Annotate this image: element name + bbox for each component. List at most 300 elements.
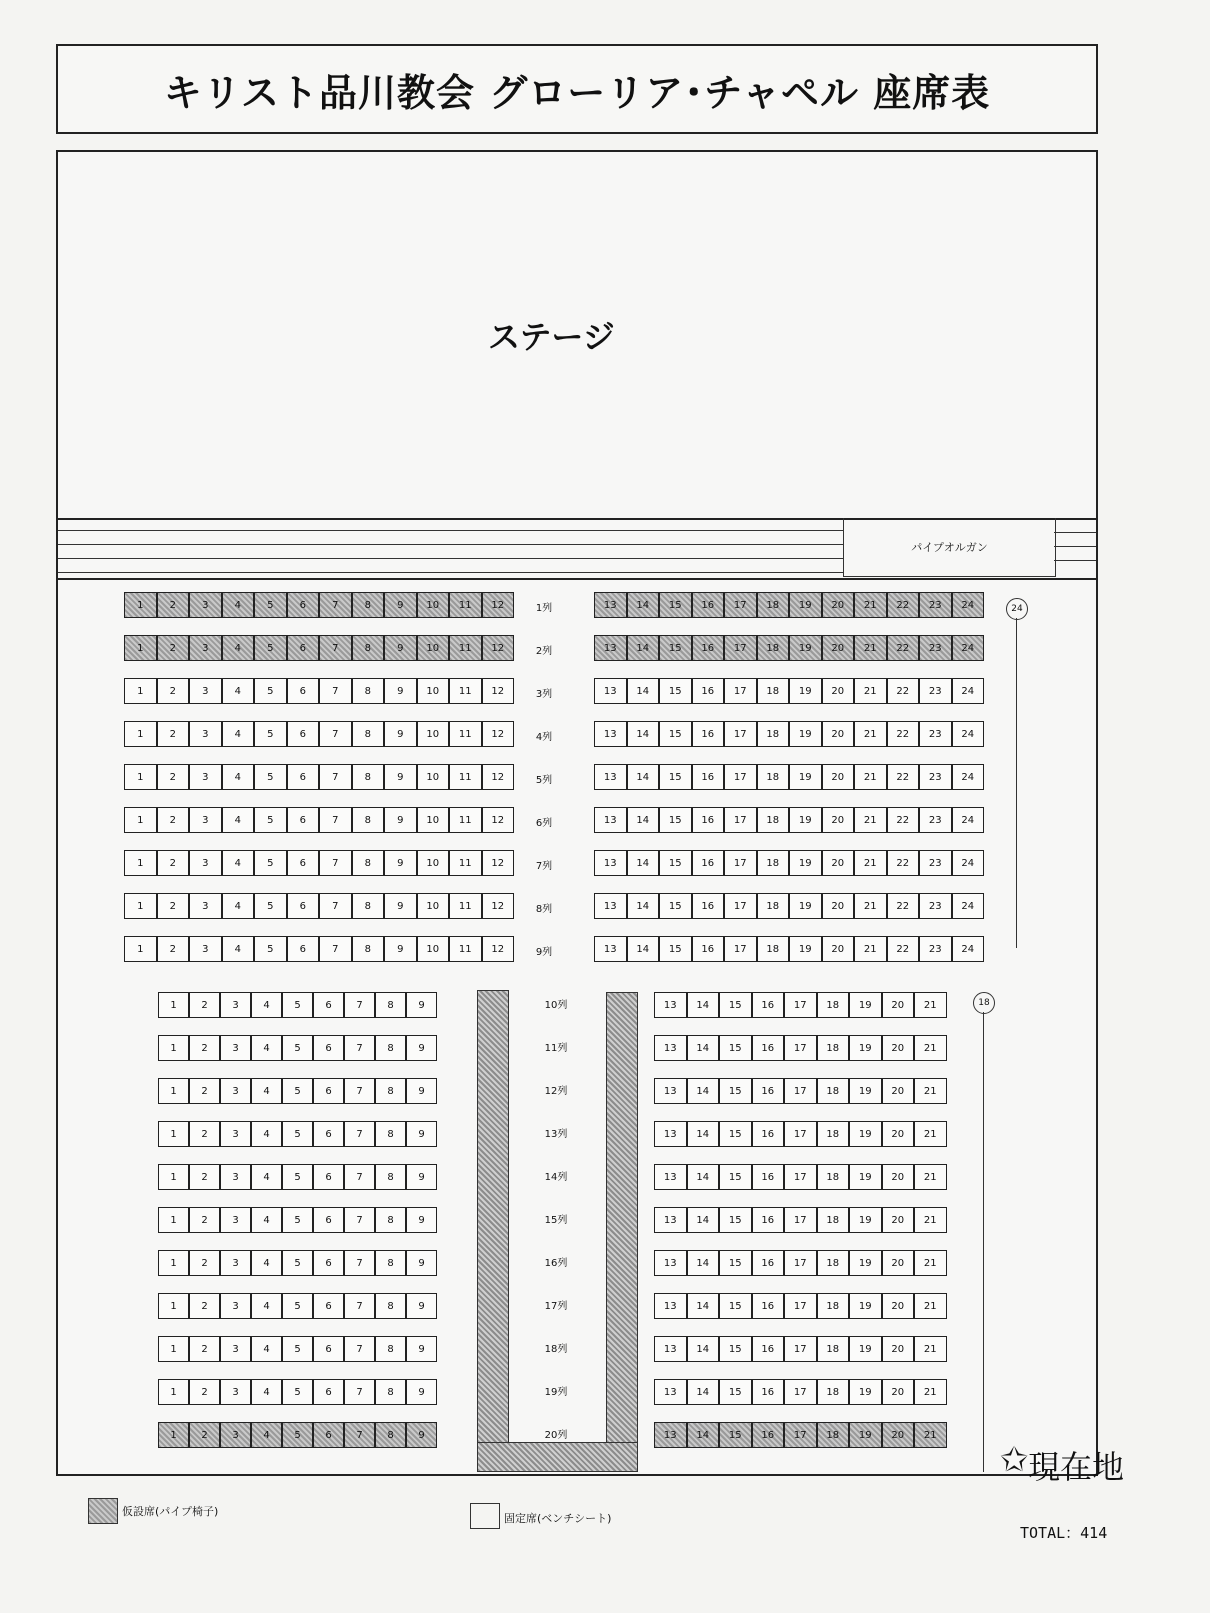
seat: 13: [654, 1336, 687, 1362]
seat: 6: [313, 1336, 344, 1362]
seat: 17: [784, 1379, 817, 1405]
seat: 7: [319, 764, 352, 790]
seat: 7: [344, 1035, 375, 1061]
seat: 17: [784, 1078, 817, 1104]
seat: 10: [417, 893, 450, 919]
seat: 1: [124, 850, 157, 876]
seat: 14: [687, 1164, 720, 1190]
seat: 15: [719, 1379, 752, 1405]
seat: 19: [789, 850, 822, 876]
seat: 3: [220, 1078, 251, 1104]
seat: 24: [952, 678, 985, 704]
seat: 2: [189, 1164, 220, 1190]
seat: 10: [417, 764, 450, 790]
seat: 13: [654, 1164, 687, 1190]
seat: 13: [594, 678, 627, 704]
seat: 19: [849, 1422, 882, 1448]
seat: 10: [417, 850, 450, 876]
seat: 18: [817, 1250, 850, 1276]
seat: 4: [222, 764, 255, 790]
seat: 20: [882, 1336, 915, 1362]
seat: 21: [854, 635, 887, 661]
seat: 12: [482, 893, 515, 919]
seat: 4: [222, 807, 255, 833]
seat: 3: [189, 936, 222, 962]
seat: 21: [914, 1121, 947, 1147]
seat: 12: [482, 850, 515, 876]
seat: 24: [952, 936, 985, 962]
seat: 13: [594, 936, 627, 962]
seat: 15: [719, 992, 752, 1018]
seat: 9: [406, 1336, 437, 1362]
seat: 8: [375, 1250, 406, 1276]
seat: 11: [449, 592, 482, 618]
seat: 21: [914, 1164, 947, 1190]
seat: 15: [659, 635, 692, 661]
seat: 6: [313, 1379, 344, 1405]
seat: 5: [254, 635, 287, 661]
seat: 20: [882, 992, 915, 1018]
seat: 17: [784, 1250, 817, 1276]
seat: 16: [752, 1078, 785, 1104]
seat: 14: [627, 764, 660, 790]
seat: 2: [157, 807, 190, 833]
seat: 22: [887, 764, 920, 790]
seat: 23: [919, 764, 952, 790]
seat: 4: [251, 1422, 282, 1448]
seat: 19: [849, 1035, 882, 1061]
seat: 23: [919, 850, 952, 876]
seat: 2: [189, 1121, 220, 1147]
seating-hall: [56, 150, 1098, 1476]
seat: 14: [687, 1250, 720, 1276]
seat: 3: [220, 1164, 251, 1190]
seat: 5: [282, 1293, 313, 1319]
seat: 8: [375, 1336, 406, 1362]
seat: 6: [313, 1035, 344, 1061]
seat: 8: [352, 893, 385, 919]
seat: 9: [406, 1422, 437, 1448]
seat: 23: [919, 893, 952, 919]
seat: 14: [687, 1078, 720, 1104]
seat: 21: [914, 1035, 947, 1061]
seat: 12: [482, 764, 515, 790]
seat: 3: [220, 1250, 251, 1276]
row-label: 17列: [544, 1301, 568, 1312]
seat: 12: [482, 807, 515, 833]
seat: 17: [784, 992, 817, 1018]
seat: 16: [692, 635, 725, 661]
seat: 16: [752, 1422, 785, 1448]
row-label: 14列: [544, 1172, 568, 1183]
seat: 13: [594, 807, 627, 833]
seat: 19: [789, 635, 822, 661]
seat: 9: [406, 1250, 437, 1276]
seat: 1: [124, 764, 157, 790]
seat: 14: [627, 678, 660, 704]
seat: 20: [822, 936, 855, 962]
seat: 6: [287, 807, 320, 833]
seat: 14: [627, 850, 660, 876]
seat: 19: [849, 1207, 882, 1233]
seat: 8: [375, 1293, 406, 1319]
seat: 7: [344, 1293, 375, 1319]
seat: 9: [384, 678, 417, 704]
seat: 19: [789, 893, 822, 919]
seat: 19: [789, 764, 822, 790]
seat: 14: [627, 635, 660, 661]
seat: 15: [659, 850, 692, 876]
seat: 20: [822, 678, 855, 704]
row-label: 3列: [535, 689, 553, 700]
seat: 8: [375, 1422, 406, 1448]
seat: 13: [654, 1078, 687, 1104]
seat: 14: [687, 1207, 720, 1233]
seat: 13: [594, 721, 627, 747]
seat: 3: [189, 592, 222, 618]
seat: 3: [220, 1336, 251, 1362]
seat: 12: [482, 936, 515, 962]
seat: 2: [157, 592, 190, 618]
seat: 8: [375, 1207, 406, 1233]
seat: 5: [254, 764, 287, 790]
seat: 3: [220, 1207, 251, 1233]
seat: 12: [482, 721, 515, 747]
seat: 10: [417, 592, 450, 618]
seat: 23: [919, 936, 952, 962]
seat: 24: [952, 721, 985, 747]
seat: 9: [384, 764, 417, 790]
seat: 8: [352, 807, 385, 833]
seat: 9: [384, 721, 417, 747]
seat: 5: [282, 992, 313, 1018]
seat: 15: [659, 893, 692, 919]
seat: 11: [449, 678, 482, 704]
seat: 18: [817, 1336, 850, 1362]
seat: 18: [757, 936, 790, 962]
seat: 16: [692, 592, 725, 618]
seat: 22: [887, 893, 920, 919]
seat: 15: [719, 1293, 752, 1319]
seat: 7: [344, 1422, 375, 1448]
center-aisle-left-bench: [477, 990, 509, 1472]
page-title: キリスト品川教会 グローリア･チャペル 座席表: [56, 44, 1098, 134]
seat: 21: [914, 1336, 947, 1362]
seat: 15: [659, 721, 692, 747]
seat: 4: [251, 1250, 282, 1276]
seat: 21: [914, 992, 947, 1018]
seat: 7: [344, 1121, 375, 1147]
seat: 16: [752, 992, 785, 1018]
center-aisle-bottom-bench: [477, 1442, 638, 1472]
stage-edge: [58, 578, 1096, 580]
seat: 24: [952, 893, 985, 919]
seat: 23: [919, 592, 952, 618]
seat: 17: [784, 1121, 817, 1147]
seat: 15: [719, 1078, 752, 1104]
seat: 17: [724, 635, 757, 661]
seat: 1: [158, 1164, 189, 1190]
seat: 18: [817, 1379, 850, 1405]
seat: 24: [952, 592, 985, 618]
seat: 9: [406, 1035, 437, 1061]
seat: 20: [882, 1207, 915, 1233]
seat: 21: [914, 1250, 947, 1276]
side-aisle-line-back: [983, 1012, 984, 1472]
seat: 21: [854, 893, 887, 919]
seat: 9: [384, 893, 417, 919]
seat: 3: [220, 992, 251, 1018]
seat: 9: [406, 1164, 437, 1190]
seat: 1: [158, 1035, 189, 1061]
seat: 6: [287, 936, 320, 962]
seat: 6: [313, 1164, 344, 1190]
seat: 8: [375, 1164, 406, 1190]
seat: 1: [124, 678, 157, 704]
seat: 4: [251, 992, 282, 1018]
seat: 15: [719, 1207, 752, 1233]
seat: 5: [254, 678, 287, 704]
seat: 11: [449, 936, 482, 962]
seat: 16: [692, 721, 725, 747]
seat: 4: [251, 1379, 282, 1405]
seat: 5: [282, 1422, 313, 1448]
seat: 13: [594, 592, 627, 618]
seat: 24: [952, 850, 985, 876]
seat: 6: [313, 1422, 344, 1448]
seat: 5: [254, 936, 287, 962]
seat: 2: [157, 721, 190, 747]
seat: 13: [654, 1422, 687, 1448]
seat: 20: [882, 1164, 915, 1190]
seat: 2: [189, 1207, 220, 1233]
seat: 18: [817, 1293, 850, 1319]
seat: 17: [784, 1207, 817, 1233]
seat: 5: [282, 1164, 313, 1190]
seat: 21: [914, 1293, 947, 1319]
seat: 9: [384, 635, 417, 661]
seat: 2: [189, 1078, 220, 1104]
seat: 23: [919, 678, 952, 704]
seat: 16: [692, 936, 725, 962]
row-label: 7列: [535, 861, 553, 872]
seat: 16: [752, 1250, 785, 1276]
seat: 17: [784, 1035, 817, 1061]
seat: 17: [724, 721, 757, 747]
seat: 1: [124, 807, 157, 833]
seat: 19: [789, 721, 822, 747]
seat: 20: [882, 1121, 915, 1147]
seat: 12: [482, 635, 515, 661]
seat: 8: [375, 992, 406, 1018]
seat: 6: [313, 1121, 344, 1147]
seat: 4: [251, 1293, 282, 1319]
seat: 7: [319, 592, 352, 618]
seat: 18: [817, 1035, 850, 1061]
seat: 6: [313, 1250, 344, 1276]
seat: 9: [406, 1379, 437, 1405]
seat: 7: [344, 1164, 375, 1190]
seat: 7: [319, 721, 352, 747]
seat: 18: [757, 850, 790, 876]
seat: 14: [627, 592, 660, 618]
seat: 2: [157, 635, 190, 661]
seat: 7: [344, 1250, 375, 1276]
seat: 6: [313, 1207, 344, 1233]
seat: 20: [822, 893, 855, 919]
seat: 9: [406, 1121, 437, 1147]
seat: 6: [313, 1078, 344, 1104]
seat: 6: [287, 721, 320, 747]
seat: 3: [220, 1379, 251, 1405]
legend-fixed-swatch: [470, 1503, 500, 1529]
seat: 2: [189, 1336, 220, 1362]
seat: 9: [406, 1078, 437, 1104]
seat: 14: [687, 1379, 720, 1405]
seat: 16: [752, 1293, 785, 1319]
seat: 16: [752, 1035, 785, 1061]
seat: 14: [687, 1336, 720, 1362]
seat: 2: [189, 1422, 220, 1448]
seat: 19: [849, 1379, 882, 1405]
seat: 22: [887, 936, 920, 962]
row-label: 10列: [544, 1000, 568, 1011]
seat: 22: [887, 721, 920, 747]
seat: 13: [594, 893, 627, 919]
seat: 19: [849, 1336, 882, 1362]
seat: 5: [254, 592, 287, 618]
seat: 2: [157, 893, 190, 919]
seat: 17: [724, 893, 757, 919]
seat: 23: [919, 721, 952, 747]
seat: 10: [417, 936, 450, 962]
legend-temp-swatch: [88, 1498, 118, 1524]
legend-temp-label: 仮設席(パイプ椅子): [122, 1505, 219, 1518]
seat: 3: [189, 764, 222, 790]
seat: 3: [189, 678, 222, 704]
seat: 2: [157, 850, 190, 876]
seat: 9: [406, 1207, 437, 1233]
seat: 16: [692, 678, 725, 704]
seat: 5: [282, 1078, 313, 1104]
seat: 9: [384, 592, 417, 618]
row-label: 20列: [544, 1430, 568, 1441]
row-label: 15列: [544, 1215, 568, 1226]
seat: 15: [659, 592, 692, 618]
stage-label: ステージ: [488, 318, 615, 356]
seat: 9: [384, 807, 417, 833]
seat: 24: [952, 807, 985, 833]
seat: 16: [752, 1207, 785, 1233]
seat: 1: [158, 1078, 189, 1104]
seat: 4: [251, 1336, 282, 1362]
row-label: 16列: [544, 1258, 568, 1269]
seat: 2: [189, 1035, 220, 1061]
seat: 2: [189, 1379, 220, 1405]
seat: 5: [282, 1207, 313, 1233]
seat: 20: [822, 635, 855, 661]
row-label: 19列: [544, 1387, 568, 1398]
seat: 15: [659, 764, 692, 790]
seat: 8: [352, 592, 385, 618]
seat: 16: [752, 1164, 785, 1190]
seat: 1: [158, 1422, 189, 1448]
seat: 15: [719, 1336, 752, 1362]
seat: 2: [157, 678, 190, 704]
seat: 17: [724, 850, 757, 876]
seat: 8: [352, 936, 385, 962]
seat: 17: [724, 764, 757, 790]
seat: 17: [724, 807, 757, 833]
seat: 2: [157, 764, 190, 790]
seat: 3: [189, 850, 222, 876]
seat: 21: [854, 764, 887, 790]
seat: 19: [849, 1293, 882, 1319]
seat: 7: [319, 893, 352, 919]
seat: 2: [189, 1293, 220, 1319]
seat: 18: [817, 992, 850, 1018]
row-label: 4列: [535, 732, 553, 743]
seat: 19: [789, 807, 822, 833]
seat: 7: [344, 1336, 375, 1362]
seat: 10: [417, 635, 450, 661]
seat: 15: [659, 807, 692, 833]
seat: 3: [189, 893, 222, 919]
seat: 13: [654, 1207, 687, 1233]
seat: 19: [849, 992, 882, 1018]
seat: 12: [482, 678, 515, 704]
seat: 11: [449, 807, 482, 833]
seat: 7: [344, 1078, 375, 1104]
seat: 23: [919, 635, 952, 661]
seat: 4: [222, 635, 255, 661]
seat: 18: [817, 1422, 850, 1448]
seat: 16: [692, 807, 725, 833]
seat: 4: [222, 936, 255, 962]
seat: 15: [719, 1035, 752, 1061]
seat: 15: [719, 1250, 752, 1276]
seat: 18: [817, 1078, 850, 1104]
seat: 16: [752, 1336, 785, 1362]
seat: 13: [654, 1035, 687, 1061]
seat: 11: [449, 850, 482, 876]
seat: 14: [627, 893, 660, 919]
seat: 24: [952, 635, 985, 661]
seat: 4: [222, 850, 255, 876]
seat: 7: [319, 635, 352, 661]
seat: 21: [854, 936, 887, 962]
seat: 3: [220, 1121, 251, 1147]
seat: 22: [887, 592, 920, 618]
seat: 5: [254, 893, 287, 919]
seat: 18: [757, 678, 790, 704]
seat: 20: [822, 850, 855, 876]
seat: 15: [659, 936, 692, 962]
seat: 13: [654, 1379, 687, 1405]
seat: 1: [158, 1293, 189, 1319]
seat: 14: [687, 1121, 720, 1147]
seat: 21: [854, 850, 887, 876]
seat: 14: [627, 807, 660, 833]
side-aisle-line-front: [1016, 618, 1017, 948]
row-label: 8列: [535, 904, 553, 915]
seat: 14: [627, 721, 660, 747]
seat: 21: [854, 678, 887, 704]
row-label: 5列: [535, 775, 553, 786]
seat: 19: [789, 936, 822, 962]
seat: 5: [254, 807, 287, 833]
seat: 22: [887, 850, 920, 876]
